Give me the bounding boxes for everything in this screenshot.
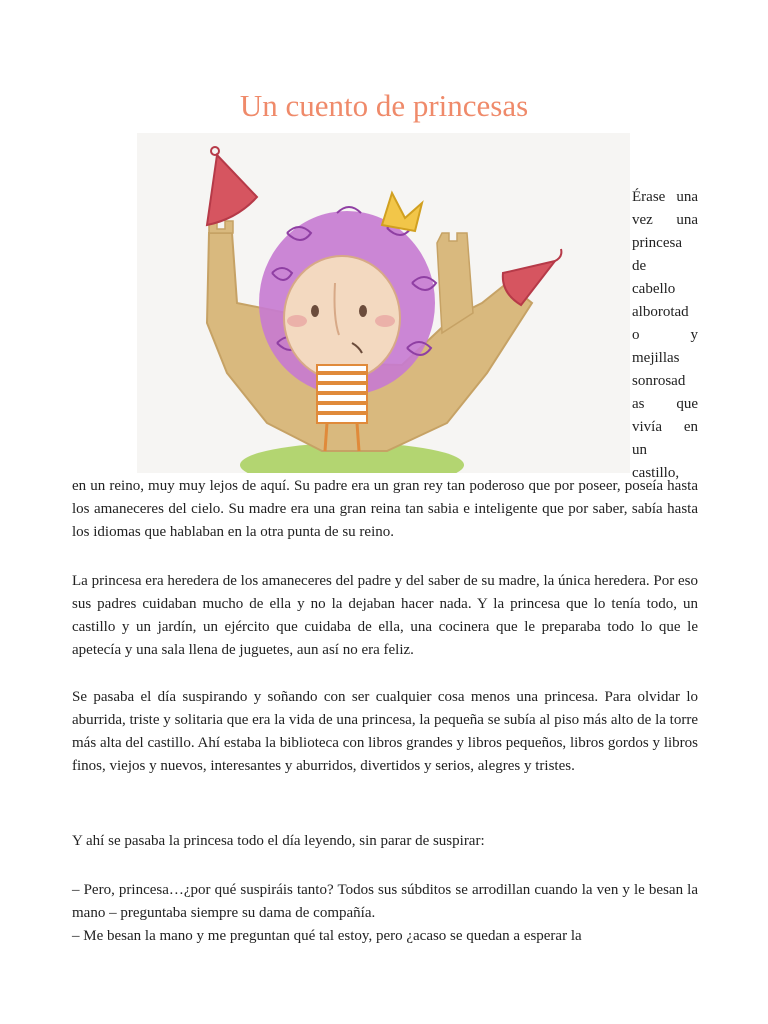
- princess-drawing: [137, 133, 630, 473]
- wrap-line: vivía en: [632, 419, 698, 435]
- paragraph-text: Se pasaba el día suspirando y soñando con ser cualquier cosa menos una princesa. Para olvidar lo aburrida, triste y solitaria que era la vida de una princesa, la pequeña se subía al piso más alto de la torre más alta del castillo. Ahí estaba la biblioteca con libros grandes y libros pequeños, libros gordos y libros finos, viejos y nuevos, interesantes y aburridos, divertidos y serios, alegres y tristes.: [72, 689, 698, 774]
- wrap-line: castillo,: [632, 465, 680, 481]
- wrap-line: vez una: [632, 212, 698, 228]
- document-title: Un cuento de princesas: [239, 88, 529, 123]
- paragraph-text: La princesa era heredera de los amaneceres del padre y del saber de su madre, la única heredera. Por eso sus padres cuidaban mucho de ella y no la dejaban hacer nada. Y la princesa que lo tenía todo, un castillo y un jardín, un ejército que cuidaba de ella, una cocinera que le preparaba todo lo que le apetecía y una sala llena de juguetes, aun así no era feliz.: [72, 573, 698, 658]
- dialogue-block: [72, 879, 698, 948]
- wrap-line: de: [632, 258, 647, 274]
- wrap-line: cabello: [632, 281, 676, 297]
- wrap-line: as que: [632, 396, 698, 412]
- dialogue-line: – Pero, princesa…¿por qué suspiráis tanto? Todos sus súbditos se arrodillan cuando la ven y le besan la mano – preguntaba siempre su dama de compañía.: [72, 882, 698, 921]
- wrap-line: Érase una: [632, 189, 698, 205]
- wrap-line: princesa: [632, 235, 682, 251]
- wrap-line: o y: [632, 327, 698, 343]
- dialogue-line: – Me besan la mano y me preguntan qué tal estoy, pero ¿acaso se quedan a esperar la: [72, 928, 582, 944]
- paragraph-text: en un reino, muy muy lejos de aquí. Su padre era un gran rey tan poderoso que por poseer, poseía hasta los amaneceres del cielo. Su madre era una gran reina tan sabia e inteligente que por saber, sabía hasta los idiomas que hablaban en la otra punta de su reino.: [72, 478, 698, 540]
- wrap-line: mejillas: [632, 350, 680, 366]
- paragraph-3: [72, 830, 698, 853]
- wrap-line: alborotad: [632, 304, 689, 320]
- princess-illustration: [137, 133, 630, 473]
- paragraph-continuation: [72, 475, 698, 544]
- wrap-line: un: [632, 442, 647, 458]
- paragraph-text: Y ahí se pasaba la princesa todo el día leyendo, sin parar de suspirar:: [72, 833, 485, 849]
- paragraph-1: [72, 570, 698, 662]
- paragraph-2: [72, 686, 698, 778]
- wrap-line: sonrosad: [632, 373, 686, 389]
- wrap-text-column: [632, 186, 698, 485]
